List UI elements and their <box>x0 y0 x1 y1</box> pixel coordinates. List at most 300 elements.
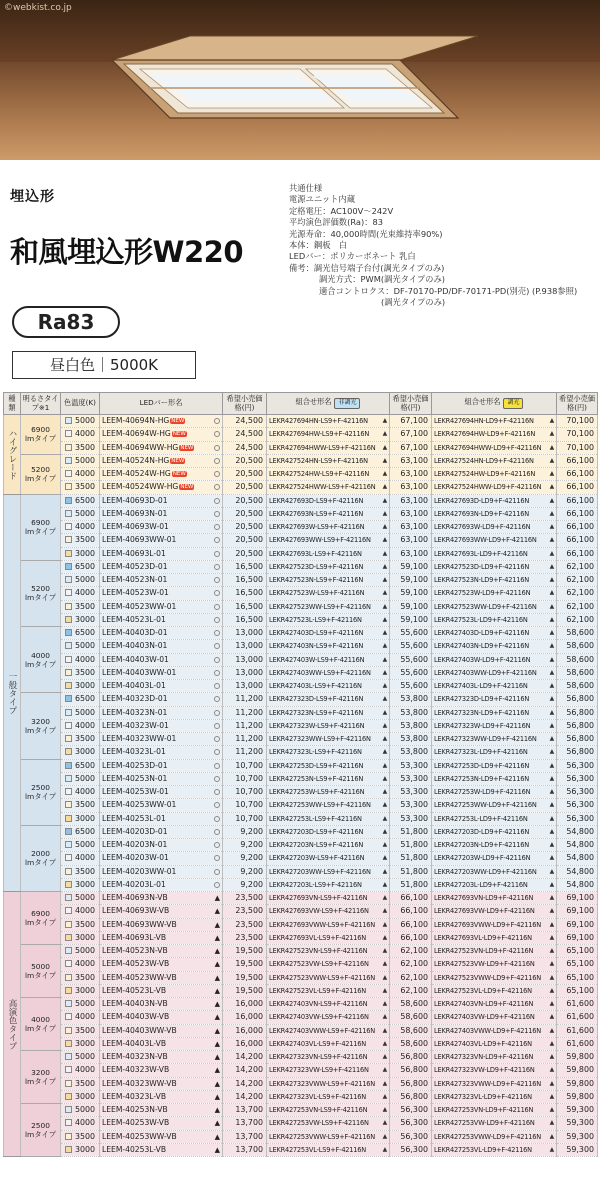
bar-model-cell: LEEM-40694WW-HG NEW <box>100 441 223 454</box>
arrow-icon: ▲ <box>382 774 387 782</box>
price-dim-cell: 59,300 <box>557 1130 598 1143</box>
combo-nondim-cell: LEKR427403N-LS9+F-42116N ▲ <box>267 640 390 653</box>
combo-nondim-cell: LEKR427203D-LS9+F-42116N ▲ <box>267 825 390 838</box>
color-swatch-icon <box>65 444 72 451</box>
price-bar-cell: 20,500 <box>223 507 267 520</box>
color-swatch-icon <box>65 603 72 610</box>
arrow-icon: ▲ <box>549 470 554 478</box>
table-row <box>4 945 598 958</box>
color-temp-cell: 3500 <box>61 441 100 454</box>
combo-dim-cell: LEKR427523WW-LD9+F-42116N ▲ <box>432 600 557 613</box>
arrow-icon: ▲ <box>549 947 554 955</box>
combo-dim-cell: LEKR427323VL-LD9+F-42116N ▲ <box>432 1090 557 1103</box>
arrow-icon: ▲ <box>549 602 554 610</box>
color-temp-box: 昼白色｜5000K <box>12 351 196 379</box>
color-temp-cell: 6500 <box>61 560 100 573</box>
price-bar-cell: 20,500 <box>223 494 267 507</box>
price-dim-cell: 66,100 <box>557 468 598 481</box>
circle-mark-icon <box>214 749 220 755</box>
price-dim-cell: 59,800 <box>557 1064 598 1077</box>
combo-nondim-cell: LEKR427524HW-LS9+F-42116N ▲ <box>267 468 390 481</box>
price-dim-cell: 59,300 <box>557 1104 598 1117</box>
color-swatch-icon <box>65 748 72 755</box>
arrow-icon: ▲ <box>549 1079 554 1087</box>
price-nondim-cell: 56,800 <box>390 1090 432 1103</box>
price-dim-cell: 58,600 <box>557 666 598 679</box>
arrow-icon: ▲ <box>382 1000 387 1008</box>
combo-dim-cell: LEKR427253WW-LD9+F-42116N ▲ <box>432 799 557 812</box>
combo-dim-cell: LEKR427523VL-LD9+F-42116N ▲ <box>432 984 557 997</box>
price-dim-cell: 56,800 <box>557 733 598 746</box>
price-nondim-cell: 63,100 <box>390 534 432 547</box>
price-bar-cell: 10,700 <box>223 799 267 812</box>
combo-nondim-cell: LEKR427693VN-LS9+F-42116N ▲ <box>267 892 390 905</box>
bar-model-cell: LEEM-40253N-VB ▲ <box>100 1104 223 1117</box>
color-temp-cell: 3000 <box>61 1143 100 1156</box>
category-label: 埋込形 <box>10 189 55 205</box>
triangle-mark-icon: ▲ <box>214 1053 220 1062</box>
color-swatch-icon <box>65 1013 72 1020</box>
price-dim-cell: 61,600 <box>557 1037 598 1050</box>
circle-mark-icon <box>214 776 220 782</box>
color-swatch-icon <box>65 616 72 623</box>
triangle-mark-icon: ▲ <box>214 986 220 995</box>
arrow-icon: ▲ <box>549 1092 554 1100</box>
price-dim-cell: 62,100 <box>557 574 598 587</box>
price-dim-cell: 62,100 <box>557 560 598 573</box>
bar-model-cell: LEEM-40403WW-VB ▲ <box>100 1024 223 1037</box>
price-bar-cell: 10,700 <box>223 812 267 825</box>
bar-model-cell: LEEM-40694N-HG NEW <box>100 415 223 428</box>
color-swatch-icon <box>65 1119 72 1126</box>
circle-mark-icon <box>214 564 220 570</box>
table-row <box>4 1051 598 1064</box>
price-nondim-cell: 53,300 <box>390 812 432 825</box>
arrow-icon: ▲ <box>549 774 554 782</box>
arrow-icon: ▲ <box>382 986 387 994</box>
bar-model-cell: LEEM-40253WW-01 <box>100 799 223 812</box>
combo-nondim-cell: LEKR427253VW-LS9+F-42116N ▲ <box>267 1117 390 1130</box>
combo-nondim-cell: LEKR427323VWW-LS9+F-42116N ▲ <box>267 1077 390 1090</box>
combo-nondim-cell: LEKR427403D-LS9+F-42116N ▲ <box>267 627 390 640</box>
price-dim-cell: 54,800 <box>557 825 598 838</box>
price-bar-cell: 13,000 <box>223 666 267 679</box>
price-nondim-cell: 63,100 <box>390 454 432 467</box>
price-bar-cell: 10,700 <box>223 772 267 785</box>
color-temp-cell: 4000 <box>61 786 100 799</box>
triangle-mark-icon: ▲ <box>214 973 220 982</box>
table-row <box>4 600 598 613</box>
combo-dim-cell: LEKR427693VW-LD9+F-42116N ▲ <box>432 905 557 918</box>
color-temp-cell: 5000 <box>61 998 100 1011</box>
arrow-icon: ▲ <box>382 1106 387 1114</box>
color-swatch-icon <box>65 523 72 530</box>
circle-mark-icon <box>214 524 220 530</box>
arrow-icon: ▲ <box>382 536 387 544</box>
color-swatch-icon <box>65 589 72 596</box>
price-nondim-cell: 62,100 <box>390 958 432 971</box>
arrow-icon: ▲ <box>382 907 387 915</box>
bar-model-cell: LEEM-40253L-VB ▲ <box>100 1143 223 1156</box>
arrow-icon: ▲ <box>382 1092 387 1100</box>
triangle-mark-icon: ▲ <box>214 1092 220 1101</box>
combo-dim-cell: LEKR427403WW-LD9+F-42116N ▲ <box>432 666 557 679</box>
col-colortemp: 色温度(K) <box>61 393 100 415</box>
price-nondim-cell: 62,100 <box>390 945 432 958</box>
color-swatch-icon <box>65 536 72 543</box>
table-row <box>4 984 598 997</box>
new-badge: NEW <box>171 418 185 425</box>
combo-dim-cell: LEKR427253D-LD9+F-42116N ▲ <box>432 759 557 772</box>
combo-dim-cell: LEKR427403VN-LD9+F-42116N ▲ <box>432 998 557 1011</box>
price-nondim-cell: 51,800 <box>390 839 432 852</box>
triangle-mark-icon: ▲ <box>214 1132 220 1141</box>
price-nondim-cell: 67,100 <box>390 441 432 454</box>
combo-dim-cell: LEKR427323WW-LD9+F-42116N ▲ <box>432 733 557 746</box>
color-swatch-icon <box>65 709 72 716</box>
color-temp-cell: 3000 <box>61 680 100 693</box>
price-nondim-cell: 59,100 <box>390 574 432 587</box>
color-temp-cell: 6500 <box>61 627 100 640</box>
arrow-icon: ▲ <box>549 589 554 597</box>
group-label: 高演色タイプ <box>4 892 21 1157</box>
table-row <box>4 918 598 931</box>
price-dim-cell: 66,100 <box>557 481 598 494</box>
price-nondim-cell: 53,300 <box>390 772 432 785</box>
color-temp-cell: 4000 <box>61 1011 100 1024</box>
arrow-icon: ▲ <box>382 880 387 888</box>
table-row <box>4 759 598 772</box>
price-nondim-cell: 53,300 <box>390 786 432 799</box>
price-bar-cell: 16,500 <box>223 613 267 626</box>
color-swatch-icon <box>65 576 72 583</box>
arrow-icon: ▲ <box>549 735 554 743</box>
price-dim-cell: 58,600 <box>557 653 598 666</box>
color-swatch-icon <box>65 987 72 994</box>
arrow-icon: ▲ <box>382 721 387 729</box>
color-temp-cell: 5000 <box>61 507 100 520</box>
bar-model-cell: LEEM-40693N-VB ▲ <box>100 892 223 905</box>
color-swatch-icon <box>65 868 72 875</box>
table-row <box>4 1143 598 1156</box>
bar-model-cell: LEEM-40403WW-01 <box>100 666 223 679</box>
price-bar-cell: 9,200 <box>223 852 267 865</box>
circle-mark-icon <box>214 617 220 623</box>
color-temp-cell: 3000 <box>61 931 100 944</box>
price-dim-cell: 61,600 <box>557 998 598 1011</box>
arrow-icon: ▲ <box>382 668 387 676</box>
table-row <box>4 587 598 600</box>
combo-nondim-cell: LEKR427524HN-LS9+F-42116N ▲ <box>267 454 390 467</box>
combo-dim-cell: LEKR427694HN-LD9+F-42116N ▲ <box>432 415 557 428</box>
color-swatch-icon <box>65 1146 72 1153</box>
combo-nondim-cell: LEKR427203N-LS9+F-42116N ▲ <box>267 839 390 852</box>
price-bar-cell: 20,500 <box>223 534 267 547</box>
combo-nondim-cell: LEKR427253WW-LS9+F-42116N ▲ <box>267 799 390 812</box>
price-bar-cell: 16,000 <box>223 1024 267 1037</box>
lumen-type-cell: 5200 lmタイプ <box>21 560 61 626</box>
color-swatch-icon <box>65 960 72 967</box>
arrow-icon: ▲ <box>382 735 387 743</box>
triangle-mark-icon: ▲ <box>214 920 220 929</box>
bar-model-cell: LEEM-40323L-VB ▲ <box>100 1090 223 1103</box>
combo-nondim-cell: LEKR427523D-LS9+F-42116N ▲ <box>267 560 390 573</box>
combo-dim-cell: LEKR427403VW-LD9+F-42116N ▲ <box>432 1011 557 1024</box>
circle-mark-icon <box>214 710 220 716</box>
price-dim-cell: 65,100 <box>557 958 598 971</box>
table-row <box>4 521 598 534</box>
table-row <box>4 892 598 905</box>
price-nondim-cell: 63,100 <box>390 481 432 494</box>
color-swatch-icon <box>65 775 72 782</box>
lumen-type-cell: 6900 lmタイプ <box>21 494 61 560</box>
price-dim-cell: 59,800 <box>557 1077 598 1090</box>
lumen-type-cell: 4000 lmタイプ <box>21 998 61 1051</box>
bar-model-cell: LEEM-40203WW-01 <box>100 865 223 878</box>
triangle-mark-icon: ▲ <box>214 1026 220 1035</box>
triangle-mark-icon: ▲ <box>214 1119 220 1128</box>
table-row <box>4 1104 598 1117</box>
bar-model-cell: LEEM-40523L-01 <box>100 613 223 626</box>
bar-model-cell: LEEM-40323W-01 <box>100 719 223 732</box>
arrow-icon: ▲ <box>382 483 387 491</box>
price-bar-cell: 11,200 <box>223 746 267 759</box>
combo-nondim-cell: LEKR427253VWW-LS9+F-42116N ▲ <box>267 1130 390 1143</box>
color-temp-cell: 5000 <box>61 706 100 719</box>
color-temp-cell: 3500 <box>61 534 100 547</box>
combo-nondim-cell: LEKR427253D-LS9+F-42116N ▲ <box>267 759 390 772</box>
table-row <box>4 1024 598 1037</box>
arrow-icon: ▲ <box>382 1145 387 1153</box>
bar-model-cell: LEEM-40524W-HG NEW <box>100 468 223 481</box>
arrow-icon: ▲ <box>549 496 554 504</box>
arrow-icon: ▲ <box>382 788 387 796</box>
combo-dim-cell: LEKR427523W-LD9+F-42116N ▲ <box>432 587 557 600</box>
spec-line: 光源寿命：40,000時間(光束維持率90%) <box>289 228 443 239</box>
arrow-icon: ▲ <box>382 801 387 809</box>
price-bar-cell: 20,500 <box>223 547 267 560</box>
combo-nondim-cell: LEKR427694HN-LS9+F-42116N ▲ <box>267 415 390 428</box>
combo-dim-cell: LEKR427523D-LD9+F-42116N ▲ <box>432 560 557 573</box>
arrow-icon: ▲ <box>382 1066 387 1074</box>
color-temp-cell: 3500 <box>61 1077 100 1090</box>
arrow-icon: ▲ <box>382 629 387 637</box>
combo-dim-cell: LEKR427323N-LD9+F-42116N ▲ <box>432 706 557 719</box>
color-temp-cell: 5000 <box>61 1104 100 1117</box>
price-dim-cell: 56,800 <box>557 746 598 759</box>
price-dim-cell: 61,600 <box>557 1024 598 1037</box>
combo-nondim-cell: LEKR427323VW-LS9+F-42116N ▲ <box>267 1064 390 1077</box>
combo-dim-cell: LEKR427253L-LD9+F-42116N ▲ <box>432 812 557 825</box>
arrow-icon: ▲ <box>549 456 554 464</box>
color-swatch-icon <box>65 881 72 888</box>
price-bar-cell: 16,500 <box>223 574 267 587</box>
lumen-type-cell: 2500 lmタイプ <box>21 1104 61 1157</box>
arrow-icon: ▲ <box>382 509 387 517</box>
price-nondim-cell: 55,600 <box>390 666 432 679</box>
bar-model-cell: LEEM-40693L-01 <box>100 547 223 560</box>
combo-dim-cell: LEKR427403D-LD9+F-42116N ▲ <box>432 627 557 640</box>
color-swatch-icon <box>65 483 72 490</box>
table-row <box>4 613 598 626</box>
bar-model-cell: LEEM-40403L-01 <box>100 680 223 693</box>
table-row <box>4 468 598 481</box>
table-row <box>4 825 598 838</box>
circle-mark-icon <box>214 829 220 835</box>
arrow-icon: ▲ <box>382 602 387 610</box>
price-nondim-cell: 66,100 <box>390 892 432 905</box>
price-bar-cell: 23,500 <box>223 892 267 905</box>
circle-mark-icon <box>214 445 220 451</box>
price-dim-cell: 58,600 <box>557 627 598 640</box>
price-bar-cell: 14,200 <box>223 1090 267 1103</box>
combo-nondim-cell: LEKR427323L-LS9+F-42116N ▲ <box>267 746 390 759</box>
bar-model-cell: LEEM-40253W-VB ▲ <box>100 1117 223 1130</box>
price-nondim-cell: 63,100 <box>390 547 432 560</box>
color-swatch-icon <box>65 788 72 795</box>
arrow-icon: ▲ <box>382 1039 387 1047</box>
color-swatch-icon <box>65 430 72 437</box>
ra-badge: Ra83 <box>12 306 120 338</box>
circle-mark-icon <box>214 431 220 437</box>
combo-dim-cell: LEKR427253VN-LD9+F-42116N ▲ <box>432 1104 557 1117</box>
combo-nondim-cell: LEKR427693L-LS9+F-42116N ▲ <box>267 547 390 560</box>
circle-mark-icon <box>214 471 220 477</box>
new-badge: NEW <box>172 471 186 478</box>
combo-nondim-cell: LEKR427253N-LS9+F-42116N ▲ <box>267 772 390 785</box>
price-nondim-cell: 55,600 <box>390 627 432 640</box>
combo-dim-cell: LEKR427403N-LD9+F-42116N ▲ <box>432 640 557 653</box>
arrow-icon: ▲ <box>382 827 387 835</box>
table-header-row <box>4 393 598 415</box>
color-temp-cell: 4000 <box>61 905 100 918</box>
price-bar-cell: 13,000 <box>223 680 267 693</box>
price-dim-cell: 58,600 <box>557 680 598 693</box>
group-label: ハイグレード <box>4 415 21 495</box>
price-dim-cell: 69,100 <box>557 905 598 918</box>
color-temp-cell: 5000 <box>61 945 100 958</box>
arrow-icon: ▲ <box>382 973 387 981</box>
combo-dim-cell: LEKR427523N-LD9+F-42116N ▲ <box>432 574 557 587</box>
color-temp-cell: 5000 <box>61 415 100 428</box>
circle-mark-icon <box>214 577 220 583</box>
price-bar-cell: 24,500 <box>223 415 267 428</box>
arrow-icon: ▲ <box>382 562 387 570</box>
price-nondim-cell: 63,100 <box>390 494 432 507</box>
combo-nondim-cell: LEKR427524HWW-LS9+F-42116N ▲ <box>267 481 390 494</box>
arrow-icon: ▲ <box>382 1132 387 1140</box>
bar-model-cell: LEEM-40323WW-01 <box>100 733 223 746</box>
price-dim-cell: 56,800 <box>557 693 598 706</box>
arrow-icon: ▲ <box>382 920 387 928</box>
bar-model-cell: LEEM-40693W-VB ▲ <box>100 905 223 918</box>
color-temp-cell: 3500 <box>61 865 100 878</box>
combo-dim-cell: LEKR427693D-LD9+F-42116N ▲ <box>432 494 557 507</box>
arrow-icon: ▲ <box>382 470 387 478</box>
col-combo-dim: 組合せ形名 調光 <box>432 393 557 415</box>
price-bar-cell: 16,000 <box>223 998 267 1011</box>
combo-nondim-cell: LEKR427523VWW-LS9+F-42116N ▲ <box>267 971 390 984</box>
arrow-icon: ▲ <box>549 907 554 915</box>
combo-nondim-cell: LEKR427523W-LS9+F-42116N ▲ <box>267 587 390 600</box>
price-dim-cell: 69,100 <box>557 931 598 944</box>
combo-nondim-cell: LEKR427203L-LS9+F-42116N ▲ <box>267 878 390 891</box>
color-swatch-icon <box>65 854 72 861</box>
arrow-icon: ▲ <box>382 456 387 464</box>
combo-nondim-cell: LEKR427403WW-LS9+F-42116N ▲ <box>267 666 390 679</box>
color-temp-cell: 4000 <box>61 958 100 971</box>
circle-mark-icon <box>214 537 220 543</box>
combo-dim-cell: LEKR427323VN-LD9+F-42116N ▲ <box>432 1051 557 1064</box>
arrow-icon: ▲ <box>549 721 554 729</box>
arrow-icon: ▲ <box>382 642 387 650</box>
arrow-icon: ▲ <box>549 417 554 425</box>
color-swatch-icon <box>65 510 72 517</box>
color-temp-cell: 3000 <box>61 878 100 891</box>
table-row <box>4 931 598 944</box>
price-dim-cell: 70,100 <box>557 428 598 441</box>
price-bar-cell: 13,700 <box>223 1130 267 1143</box>
arrow-icon: ▲ <box>549 629 554 637</box>
combo-nondim-cell: LEKR427323D-LS9+F-42116N ▲ <box>267 693 390 706</box>
circle-mark-icon <box>214 696 220 702</box>
bar-model-cell: LEEM-40403N-01 <box>100 640 223 653</box>
combo-dim-cell: LEKR427523VN-LD9+F-42116N ▲ <box>432 945 557 958</box>
bar-model-cell: LEEM-40523N-01 <box>100 574 223 587</box>
table-row <box>4 799 598 812</box>
table-row <box>4 865 598 878</box>
bar-model-cell: LEEM-40323D-01 <box>100 693 223 706</box>
price-bar-cell: 10,700 <box>223 759 267 772</box>
price-bar-cell: 11,200 <box>223 733 267 746</box>
color-temp-cell: 5000 <box>61 772 100 785</box>
color-temp-cell: 3000 <box>61 984 100 997</box>
price-dim-cell: 65,100 <box>557 984 598 997</box>
circle-mark-icon <box>214 551 220 557</box>
price-dim-cell: 54,800 <box>557 852 598 865</box>
combo-dim-cell: LEKR427203L-LD9+F-42116N ▲ <box>432 878 557 891</box>
table-row <box>4 560 598 573</box>
price-nondim-cell: 58,600 <box>390 1024 432 1037</box>
price-bar-cell: 20,500 <box>223 521 267 534</box>
price-dim-cell: 70,100 <box>557 415 598 428</box>
color-temp-cell: 3500 <box>61 481 100 494</box>
table-row <box>4 693 598 706</box>
arrow-icon: ▲ <box>549 655 554 663</box>
arrow-icon: ▲ <box>382 761 387 769</box>
color-swatch-icon <box>65 1080 72 1087</box>
price-bar-cell: 14,200 <box>223 1077 267 1090</box>
price-dim-cell: 66,100 <box>557 494 598 507</box>
col-combo-nondim: 組合せ形名 非調光 <box>267 393 390 415</box>
new-badge: NEW <box>180 444 194 451</box>
combo-dim-cell: LEKR427693W-LD9+F-42116N ▲ <box>432 521 557 534</box>
price-dim-cell: 56,300 <box>557 799 598 812</box>
price-dim-cell: 62,100 <box>557 587 598 600</box>
combo-nondim-cell: LEKR427403VN-LS9+F-42116N ▲ <box>267 998 390 1011</box>
table-row <box>4 958 598 971</box>
price-dim-cell: 59,300 <box>557 1117 598 1130</box>
price-bar-cell: 19,500 <box>223 971 267 984</box>
combo-nondim-cell: LEKR427694HWW-LS9+F-42116N ▲ <box>267 441 390 454</box>
circle-mark-icon <box>214 855 220 861</box>
price-nondim-cell: 66,100 <box>390 918 432 931</box>
bar-model-cell: LEEM-40523W-01 <box>100 587 223 600</box>
color-swatch-icon <box>65 417 72 424</box>
arrow-icon: ▲ <box>382 430 387 438</box>
arrow-icon: ▲ <box>382 576 387 584</box>
price-dim-cell: 54,800 <box>557 865 598 878</box>
